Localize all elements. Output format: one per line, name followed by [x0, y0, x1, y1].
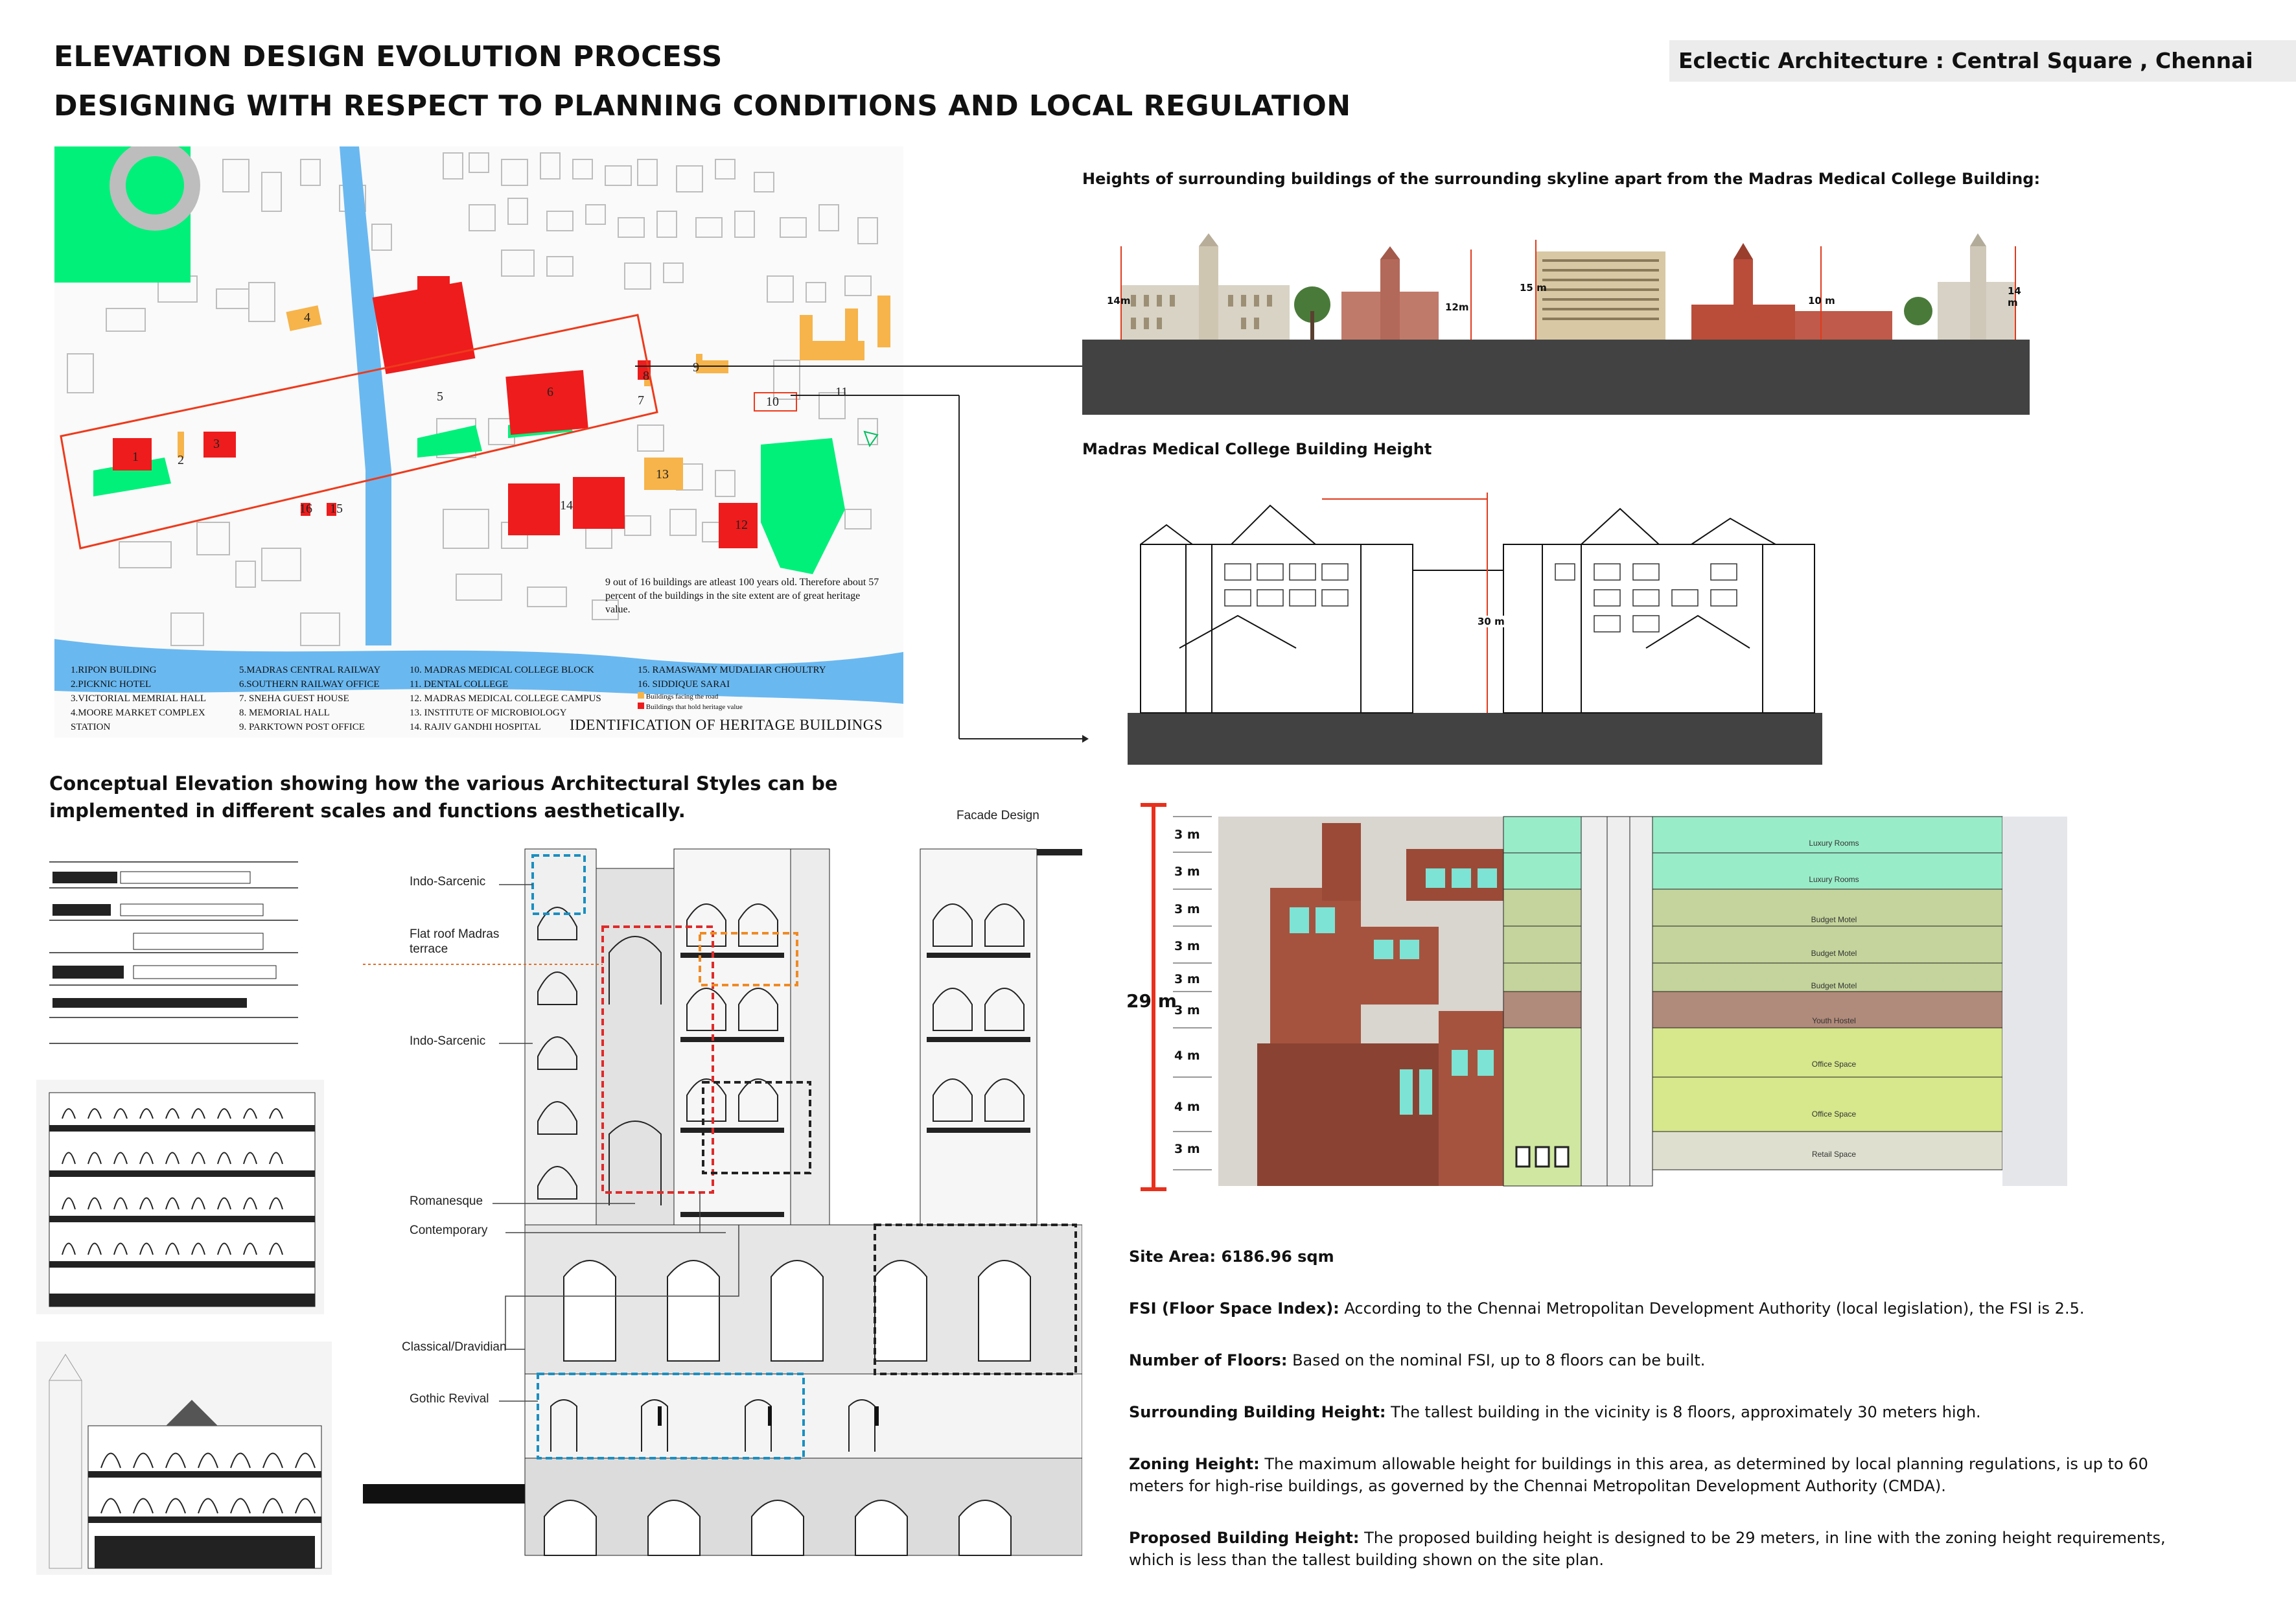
legend-item: 3.VICTORIAL MEMRIAL HALL	[71, 693, 207, 704]
skyline-label-5: 14 m	[2008, 285, 2021, 308]
floor-height-label: 3 m	[1174, 865, 1200, 879]
fsi-info: FSI (Floor Space Index): According to the Chennai Metropolitan Development Authority (local legislation), the FSI is 2.5.	[1129, 1299, 2085, 1318]
concept-caption: Conceptual Elevation showing how the various Architectural Styles can be implemented in different scales and functions aesthetically.	[49, 773, 838, 822]
legend-key-road: Buildings facing the road	[638, 691, 884, 702]
svg-text:3: 3	[213, 437, 220, 451]
legend-item: 12. MADRAS MEDICAL COLLEGE CAMPUS	[410, 693, 601, 704]
svg-text:1: 1	[132, 450, 139, 464]
floor-use-label: Office Space	[1811, 1060, 1857, 1069]
floor-use-label: Office Space	[1811, 1110, 1857, 1119]
project-title: Eclectic Architecture : Central Square , Chennai	[1678, 48, 2253, 73]
surrounding-height-info: Surrounding Building Height: The tallest building in the vicinity is 8 floors, approximately 30 meters high.	[1129, 1403, 1981, 1421]
floor-height-label: 3 m	[1174, 939, 1200, 953]
style-label-gothic-revival: Gothic Revival	[410, 1392, 489, 1406]
facade-design	[363, 836, 1082, 1562]
facade-title: Facade Design	[957, 809, 1039, 822]
section-total-height: 29 m	[1126, 990, 1177, 1012]
floors-info: Number of Floors: Based on the nominal FSI, up to 8 floors can be built.	[1129, 1351, 1706, 1369]
legend-item: 1.RIPON BUILDING	[71, 665, 157, 675]
legend-item: 14. RAJIV GANDHI HOSPITAL	[410, 722, 541, 732]
mmc-drawing	[1128, 493, 1822, 765]
floor-height-label: 3 m	[1174, 1142, 1200, 1156]
style-label-romanesque: Romanesque	[410, 1194, 483, 1208]
svg-text:13: 13	[656, 467, 669, 482]
mmc-height-label: 30 m	[1478, 616, 1505, 627]
svg-text:8: 8	[643, 369, 649, 383]
skyline-label-2: 12m	[1445, 301, 1469, 313]
page-title: ELEVATION DESIGN EVOLUTION PROCESS	[54, 40, 723, 73]
legend-item: 4.MOORE MARKET COMPLEX	[71, 708, 205, 718]
svg-text:4: 4	[304, 310, 310, 325]
legend-item: 13. INSTITUTE OF MICROBIOLOGY	[410, 708, 567, 718]
svg-text:11: 11	[835, 385, 848, 399]
svg-text:5: 5	[437, 389, 443, 404]
floor-use-label: Budget Motel	[1811, 981, 1857, 990]
skyline-caption: Heights of surrounding buildings of the surrounding skyline apart from the Madras Medical College Building:	[1082, 170, 2041, 188]
floor-height-label: 3 m	[1174, 828, 1200, 842]
project-banner	[1669, 40, 2296, 82]
svg-text:15: 15	[330, 502, 343, 516]
legend-item: 8. MEMORIAL HALL	[239, 708, 330, 718]
svg-text:10: 10	[766, 395, 779, 409]
sketch-gothic	[36, 1342, 332, 1575]
svg-text:16: 16	[299, 502, 312, 516]
legend-item: 15. RAMASWAMY MUDALIAR CHOULTRY	[638, 665, 826, 675]
skyline-label-3: 15 m	[1520, 282, 1547, 294]
legend-item: 5.MADRAS CENTRAL RAILWAY	[239, 665, 381, 675]
planning-info	[1129, 1246, 2166, 1601]
legend-item: 16. SIDDIQUE SARAI	[638, 679, 730, 690]
legend-item: 6.SOUTHERN RAILWAY OFFICE	[239, 679, 380, 690]
legend-item: 11. DENTAL COLLEGE	[410, 679, 509, 690]
proposed-height-info: Proposed Building Height: The proposed building height is designed to be 29 meters, in line with the zoning height requirements, which is less than the tallest building shown on the site plan.	[1129, 1529, 2166, 1569]
floor-height-label: 4 m	[1174, 1049, 1200, 1063]
legend-item: 9. PARKTOWN POST OFFICE	[239, 722, 365, 732]
page-subtitle: DESIGNING WITH RESPECT TO PLANNING CONDITIONS AND LOCAL REGULATION	[54, 89, 1351, 122]
style-label-classical-dravidian: Classical/Dravidian	[402, 1340, 507, 1354]
skyline-drawing	[1082, 220, 2030, 415]
floor-use-label: Retail Space	[1811, 1150, 1857, 1159]
floor-height-label: 3 m	[1174, 902, 1200, 916]
legend-key-heritage: Buildings that hold heritage value	[638, 702, 884, 712]
gothic-sketch-drawing	[36, 1342, 332, 1575]
sketch-madras-terrace	[49, 849, 298, 1047]
svg-text:7: 7	[638, 393, 644, 408]
mmc-caption: Madras Medical College Building Height	[1082, 440, 1432, 458]
legend-item: 2.PICKNIC HOTEL	[71, 679, 152, 690]
legend-item: STATION	[71, 722, 111, 732]
style-label-madras-terrace: Flat roof Madras terrace	[410, 927, 500, 956]
section-drawing	[1128, 797, 2074, 1199]
map-legend-col2	[239, 663, 408, 734]
map-connectors	[635, 350, 1089, 752]
indo-sketch-drawing	[36, 1080, 324, 1314]
heritage-note: 9 out of 16 buildings are atleast 100 years old. Therefore about 57 percent of the buildings in the site extent are of great heritage value.	[605, 577, 879, 615]
map-legend-col1	[71, 663, 239, 734]
skyline-label-4: 10 m	[1808, 295, 1835, 307]
svg-text:14: 14	[560, 498, 573, 513]
floor-height-label: 4 m	[1174, 1100, 1200, 1114]
style-label-indo-sarcenic: Indo-Sarcenic	[410, 1034, 486, 1048]
floor-height-label: 3 m	[1174, 972, 1200, 986]
floor-use-label: Luxury Rooms	[1809, 875, 1859, 884]
svg-text:2: 2	[178, 453, 184, 467]
site-area: Site Area: 6186.96 sqm	[1129, 1248, 1334, 1266]
floor-height-label: 3 m	[1174, 1003, 1200, 1017]
floor-use-label: Luxury Rooms	[1809, 839, 1859, 848]
floor-use-label: Youth Hostel	[1812, 1016, 1856, 1025]
river-canal	[340, 146, 391, 645]
svg-text:12: 12	[735, 518, 748, 532]
skyline-label-1: 14m	[1107, 295, 1131, 307]
building-section	[1128, 797, 2074, 1199]
mmc-elevation	[1128, 493, 1822, 765]
svg-text:9: 9	[693, 360, 699, 375]
legend-item: 7. SNEHA GUEST HOUSE	[239, 693, 349, 704]
skyline-elevation	[1082, 220, 2030, 415]
zoning-height-info: Zoning Height: The maximum allowable height for buildings in this area, as determined by local planning regulations, is up to 60 meters for high-rise buildings, as governed by the Chennai Metropolitan Development Authority (CMDA).	[1129, 1455, 2148, 1495]
map-title: IDENTIFICATION OF HERITAGE BUILDINGS	[570, 717, 883, 733]
legend-item: 10. MADRAS MEDICAL COLLEGE BLOCK	[410, 665, 594, 675]
floor-use-label: Budget Motel	[1811, 915, 1857, 924]
style-label-contemporary: Contemporary	[410, 1224, 488, 1237]
sketch-indo-sarcenic	[36, 1080, 324, 1314]
svg-text:6: 6	[547, 385, 553, 399]
style-label-indo-sarcenic-top: Indo-Sarcenic	[410, 875, 486, 889]
terrace-sketch-drawing	[49, 849, 298, 1047]
floor-use-label: Budget Motel	[1811, 949, 1857, 958]
